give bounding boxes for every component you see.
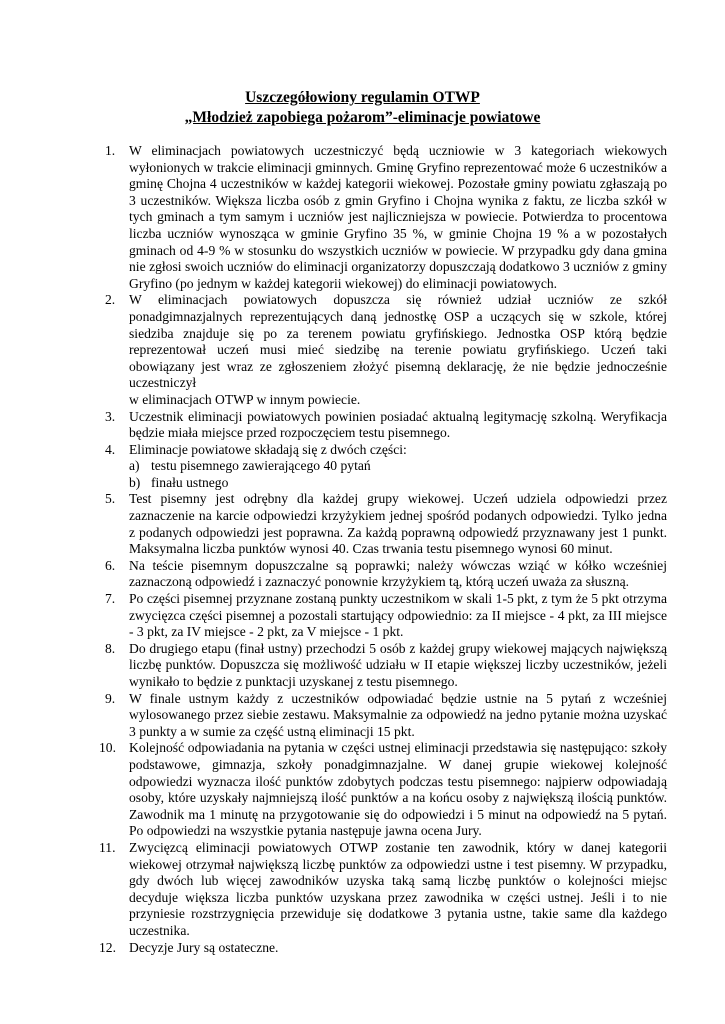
rule-text: W eliminacjach powiatowych uczestniczyć będą uczniowie w 3 kategoriach wiekowych wyłonionych w trakcie eliminacji gminnych. Gminę Gryfino reprezentować może 6 uczestników a gminę Chojna 4 uczestników w każdej kategorii wiekowej. Pozostałe gminy powiatu zgłaszają po 3 uczestników. Większa liczba osób z gmin Gryfino i Chojna wynika z faktu, ze liczba szkół w tych gminach a tym samym i uczniów jest najliczniejsza w powiecie. Potwierdza to procentowa liczba uczniów wynosząca w gminie Gryfino 35 %, w gminie Chojna 19 % a w pozostałych gminach od 4-9 % w stosunku do wszystkich uczniów w powiecie. W przypadku gdy dana gmina nie zgłosi swoich uczniów do eliminacji organizatorzy dopuszczają dodatkowo 3 uczniów z gminy Gryfino (po jednym w każdej kategorii wiekowej) do eliminacji powiatowych.: [129, 143, 667, 291]
rule-text-line: w eliminacjach OTWP w innym powiecie.: [129, 391, 361, 407]
rule-number: 8.: [105, 640, 116, 656]
subitem-label: b): [129, 474, 141, 490]
rule-item: [105, 591, 667, 641]
rule-number: 9.: [105, 690, 116, 706]
rule-text: Eliminacje powiatowe składają się z dwóch części:: [129, 441, 407, 457]
rule-item: [105, 691, 667, 741]
rule-text: Uczestnik eliminacji powiatowych powinien posiadać aktualną legitymację szkolną. Weryfikacja będzie miała miejsce przed rozpoczęciem testu pisemnego.: [129, 408, 667, 441]
subitem-text: finału ustnego: [151, 474, 229, 490]
rule-text: Do drugiego etapu (finał ustny) przechodzi 5 osób z każdej grupy wiekowej mających największą liczbę punktów. Dopuszcza się możliwość udziału w II etapie większej liczby uczestników, jeżeli wynikało to będzie z punktacji uzyskanej z testu pisemnego.: [129, 640, 667, 689]
rule-item: [105, 409, 667, 442]
rule-item: [105, 292, 667, 408]
rule-item: [99, 740, 667, 840]
rule-text-line: reprezentował uczeń musi mieć siedzibę na terenie powiatu gryfińskiego. Uczeń taki: [129, 342, 667, 358]
rule-number: 1.: [105, 143, 116, 158]
document-title: Uszczegółowiony regulamin OTWP: [245, 89, 480, 106]
rule-item: [105, 491, 667, 557]
rule-text-line: uczestniczył: [129, 375, 197, 391]
rule-text-line: obowiązany jest wraz ze zgłoszeniem złożyć pisemną deklarację, że nie będzie jednocześnie: [129, 358, 667, 374]
rule-text-line: W eliminacjach powiatowych dopuszcza się również udział uczniów ze szkół: [129, 292, 667, 308]
rule-number: 12.: [99, 939, 116, 955]
rule-text: Zwycięzcą eliminacji powiatowych OTWP zostanie ten zawodnik, który w danej kategorii wiekowej otrzymał największą liczbę punktów za odpowiedzi ustne i test pisemny. W przypadku, gdy dwóch lub więcej zawodników uzyska taką samą liczbę punktów o kolejności miejsc decyduje większa liczba punktów uzyskana przez zawodnika w części ustnej. Jeśli i to nie przyniesie rozstrzygnięcia przewiduje się dodatkowe 3 pytania ustne, takie same dla każdego uczestnika.: [129, 839, 667, 938]
rule-number: 3.: [105, 408, 116, 424]
rule-number: 4.: [105, 441, 116, 457]
rule-number: 6.: [105, 557, 116, 573]
document-subtitle: „Młodzież zapobiega pożarom”-eliminacje powiatowe: [184, 109, 541, 126]
rule-item: [99, 939, 667, 957]
rule-number: 2.: [105, 292, 116, 308]
rule-item: [105, 442, 667, 459]
rule-item: [105, 558, 667, 591]
rules-list: [99, 143, 667, 956]
rule-number: 11.: [99, 839, 116, 855]
rule-subitem: [105, 458, 667, 475]
subitem-text: testu pisemnego zawierającego 40 pytań: [151, 458, 371, 474]
subitem-label: a): [129, 458, 140, 474]
rule-item: [99, 839, 667, 940]
rule-subitem: [105, 475, 667, 492]
rule-text: Kolejność odpowiadania na pytania w części ustnej eliminacji przedstawia się następująco: szkoły podstawowe, gimnazja, szkoły ponadgimnazjalne. W danej grupie wiekowej kolejność odpowiedzi wyznacza ilość punktów zdobytych podczas testu pisemnego: najpierw odpowiadają osoby, które uzyskały najmniejszą ilość punktów a na końcu osoby z największą ilością punktów. Zawodnik ma 1 minutę na przygotowanie się do odpowiedzi i 5 minut na odpowiedź na 5 pytań. Po odpowiedzi na wszystkie pytania następuje jawna ocena Jury.: [129, 740, 667, 839]
rule-text: Test pisemny jest odrębny dla każdej grupy wiekowej. Uczeń udziela odpowiedzi przez zaznaczenie na karcie odpowiedzi krzyżykiem jednej spośród podanych odpowiedzi. Tylko jedna z podanych odpowiedzi jest poprawna. Za każdą poprawną odpowiedź przyznawany jest 1 punkt. Maksymalna liczba punktów wynosi 40. Czas trwania testu pisemnego wynosi 60 minut.: [129, 491, 667, 557]
rule-text: Na teście pisemnym dopuszczalne są poprawki; należy wówczas wziąć w kółko wcześniej zaznaczoną odpowiedź i zaznaczyć ponownie krzyżykiem tą, którą uczeń uważa za słuszną.: [129, 557, 667, 590]
rule-text: Decyzje Jury są ostateczne.: [129, 939, 279, 955]
rule-number: 7.: [105, 591, 116, 607]
rule-number: 10.: [99, 740, 116, 756]
rule-text-line: ponadgimnazjalnych reprezentujących daną jednostkę OSP a uczących się w szkole, której: [129, 308, 667, 324]
rule-item: [105, 143, 667, 292]
rule-item: [105, 641, 667, 691]
rule-text-line: siedziba znajduje się po za terenem powiatu gryfińskiego. Jednostka OSP którą będzie: [129, 325, 667, 341]
rule-number: 5.: [105, 491, 116, 507]
rule-text: [129, 292, 667, 408]
rule-text: W finale ustnym każdy z uczestników odpowiadać będzie ustnie na 5 pytań z wcześniej wylosowanego przez siebie zestawu. Maksymalnie za odpowiedź na jedno pytanie można uzyskać 3 punkty a w sumie za część ustną eliminacji 15 pkt.: [129, 690, 667, 739]
rule-text: Po części pisemnej przyznane zostaną punkty uczestnikom w skali 1-5 pkt, z tym że 5 pkt otrzyma zwycięzca części pisemnej a pozostali startujący odpowiednio: za II miejsce - 4 pkt, za III miejsce - 3 pkt, za IV miejsce - 2 pkt, za V miejsce - 1 pkt.: [129, 591, 667, 640]
